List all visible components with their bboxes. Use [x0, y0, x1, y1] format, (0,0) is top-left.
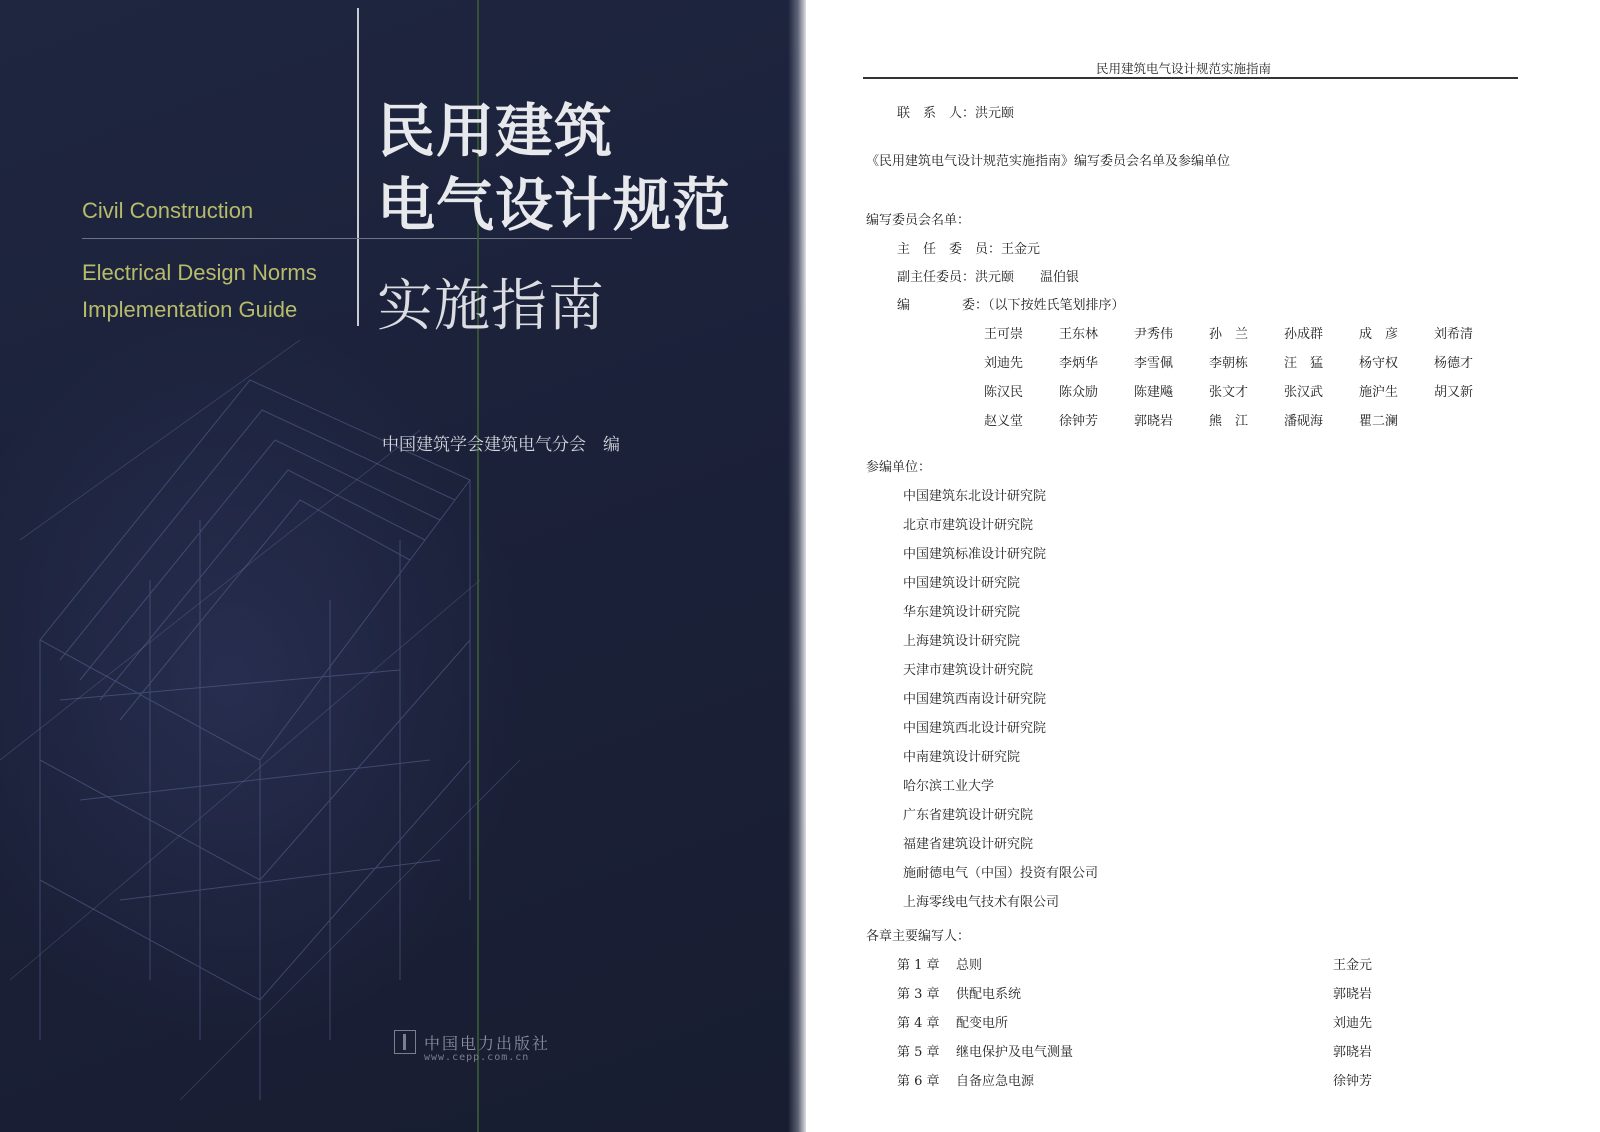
unit-item: 上海零线电气技术有限公司: [903, 895, 1060, 910]
unit-item: 广东省建筑设计研究院: [903, 808, 1034, 823]
chapter-author: 郭晓岩: [1333, 987, 1373, 1002]
chapter-title: 供配电系统: [956, 987, 1022, 1002]
chapter-title: 配变电所: [956, 1016, 1009, 1031]
committee-heading: 《民用建筑电气设计规范实施指南》编写委员会名单及参编单位: [866, 154, 1231, 169]
chapter-author: 徐钟芳: [1333, 1074, 1373, 1089]
chapter-number: 第 3 章: [897, 987, 940, 1002]
chapters-label: 各章主要编写人：: [866, 929, 971, 944]
cover-title-en-line3: Implementation Guide: [82, 297, 298, 322]
member-name: 陈建飚: [1134, 385, 1174, 400]
member-name: 成 彦: [1359, 327, 1399, 342]
chapter-title: 总则: [956, 958, 983, 973]
member-name: 杨守权: [1359, 356, 1399, 371]
member-name: 汪 猛: [1284, 356, 1324, 371]
chapter-title: 继电保护及电气测量: [956, 1045, 1074, 1060]
member-name: 李朝栋: [1209, 356, 1249, 371]
cover-title-cn-line3: 实施指南: [377, 274, 605, 339]
chapter-number: 第 5 章: [897, 1045, 940, 1060]
member-name: 陈众励: [1059, 385, 1099, 400]
cover-title-cn-line2: 电气设计规范: [377, 171, 732, 239]
member-name: 瞿二澜: [1359, 414, 1399, 429]
member-name: 杨德才: [1434, 356, 1474, 371]
member-name: 尹秀伟: [1134, 327, 1174, 342]
member-name: 刘迪先: [984, 356, 1024, 371]
unit-item: 福建省建筑设计研究院: [903, 837, 1034, 852]
cover-editor: 中国建筑学会建筑电气分会 编: [382, 435, 620, 455]
publisher-name: 中国电力出版社: [424, 1033, 551, 1053]
role-vice-chair: 副主任委员：洪元颐 温伯银: [897, 270, 1080, 285]
member-name: 张汉武: [1284, 385, 1324, 400]
chapter-number: 第 6 章: [897, 1074, 940, 1089]
chapter-author: 郭晓岩: [1333, 1045, 1373, 1060]
running-head: 民用建筑电气设计规范实施指南: [1095, 61, 1271, 76]
cover-vertical-rule: [357, 8, 359, 326]
unit-item: 中国建筑西北设计研究院: [903, 721, 1047, 736]
unit-item: 中国建筑设计研究院: [903, 576, 1021, 591]
publisher-logo-icon: [394, 1030, 416, 1054]
member-name: 胡又新: [1434, 385, 1474, 400]
chapter-number: 第 4 章: [897, 1016, 940, 1031]
unit-item: 施耐德电气（中国）投资有限公司: [903, 866, 1099, 881]
cover-title-cn-line1: 民用建筑: [377, 97, 614, 165]
member-name: 张文才: [1209, 385, 1249, 400]
member-name: 徐钟芳: [1059, 414, 1099, 429]
document-page: [806, 0, 1600, 1132]
member-name: 赵义堂: [984, 414, 1024, 429]
units-label: 参编单位：: [866, 460, 932, 475]
member-name: 王东林: [1059, 327, 1099, 342]
contact-line: 联 系 人：洪元颐: [897, 106, 1015, 121]
chapter-title: 自备应急电源: [956, 1074, 1035, 1089]
member-name: 潘砚海: [1284, 414, 1324, 429]
unit-item: 中国建筑东北设计研究院: [903, 489, 1047, 504]
chapter-author: 王金元: [1333, 958, 1373, 973]
unit-item: 上海建筑设计研究院: [903, 634, 1021, 649]
committee-label: 编写委员会名单：: [866, 213, 971, 228]
unit-item: 北京市建筑设计研究院: [903, 518, 1034, 533]
running-head-rule: [863, 77, 1518, 79]
plastic-wrap-edge: [788, 0, 806, 1132]
role-members: 编 委：（以下按姓氏笔划排序）: [897, 298, 1125, 313]
unit-item: 中南建筑设计研究院: [903, 750, 1021, 765]
member-name: 刘希清: [1434, 327, 1474, 342]
chapter-author: 刘迪先: [1333, 1016, 1373, 1031]
cover-title-en-line2: Electrical Design Norms: [82, 260, 317, 285]
member-name: 陈汉民: [984, 385, 1024, 400]
member-name: 李雪佩: [1134, 356, 1174, 371]
unit-item: 中国建筑标准设计研究院: [903, 547, 1047, 562]
cover-publisher: [394, 1030, 551, 1063]
member-name: 孙 兰: [1209, 327, 1249, 342]
member-name: 王可崇: [984, 327, 1024, 342]
member-name: 郭晓岩: [1134, 414, 1174, 429]
member-name: 熊 江: [1209, 414, 1249, 429]
unit-item: 中国建筑西南设计研究院: [903, 692, 1047, 707]
member-name: 孙成群: [1284, 327, 1324, 342]
unit-item: 哈尔滨工业大学: [903, 779, 995, 794]
publisher-url: www.cepp.com.cn: [424, 1052, 530, 1063]
member-name: 李炳华: [1059, 356, 1099, 371]
chapter-number: 第 1 章: [897, 958, 940, 973]
member-name: 施沪生: [1359, 385, 1399, 400]
unit-item: 华东建筑设计研究院: [903, 605, 1021, 620]
unit-item: 天津市建筑设计研究院: [903, 663, 1034, 678]
role-chair: 主 任 委 员：王金元: [897, 242, 1041, 257]
cover-title-en-line1: Civil Construction: [82, 198, 254, 223]
